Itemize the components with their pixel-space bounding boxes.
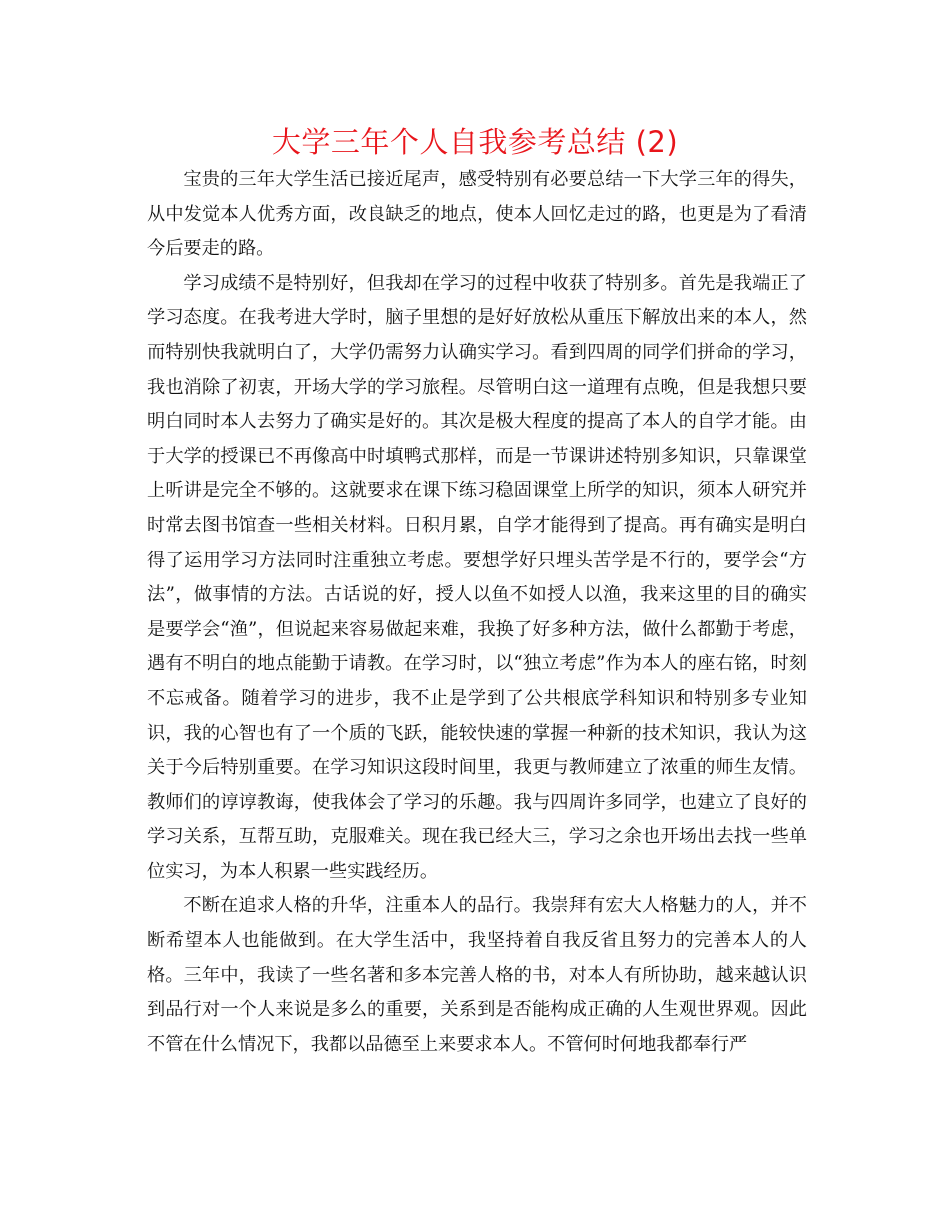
paragraph-study: 学习成绩不是特别好，但我却在学习的过程中收获了特别多。首先是我端正了学习态度。在我考进大学时，脑子里想的是好好放松从重压下解放出来的本人，然而特别快我就明白了，大学仍需努力认确实学习。看到四周的同学们拼命的学习，我也消除了初衷，开场大学的学习旅程。尽管明白这一道理有点晚，但是我想只要明白同时本人去努力了确实是好的。其次是极大程度的提高了本人的自学才能。由于大学的授课已不再像高中时填鸭式那样，而是一节课讲述特别多知识，只靠课堂上听讲是完全不够的。这就要求在课下练习稳固课堂上所学的知识，须本人研究并时常去图书馆查一些相关材料。日积月累，自学才能得到了提高。再有确实是明白得了运用学习方法同时注重独立考虑。要想学好只埋头苦学是不行的，要学会“方法”，做事情的方法。古话说的好，授人以鱼不如授人以渔，我来这里的目的确实是要学会“渔”，但说起来容易做起来难，我换了好多种方法，做什么都勤于考虑，遇有不明白的地点能勤于请教。在学习时，以“独立考虑”作为本人的座右铭，时刻不忘戒备。随着学习的进步，我不止是学到了公共根底学科知识和特别多专业知识，我的心智也有了一个质的飞跃，能较快速的掌握一种新的技术知识，我认为这关于今后特别重要。在学习知识这段时间里，我更与教师建立了浓重的师生友情。教师们的谆谆教诲，使我体会了学习的乐趣。我与四周许多同学，也建立了良好的学习关系，互帮互助，克服难关。现在我已经大三，学习之余也开场出去找一些单位实习，为本人积累一些实践经历。 bbox=[147, 272, 807, 882]
paragraph-character: 不断在追求人格的升华，注重本人的品行。我崇拜有宏大人格魅力的人，并不断希望本人也能做到。在大学生活中，我坚持着自我反省且努力的完善本人的人格。三年中，我读了一些名著和多本完善人格的书，对本人有所协助，越来越认识到品行对一个人来说是多么的重要，关系到是否能构成正确的人生观世界观。因此不管在什么情况下，我都以品德至上来要求本人。不管何时何地我都奉行严 bbox=[147, 895, 807, 1055]
paragraph-intro: 宝贵的三年大学生活已接近尾声，感受特别有必要总结一下大学三年的得失，从中发觉本人优秀方面，改良缺乏的地点，使本人回忆走过的路，也更是为了看清今后要走的路。 bbox=[147, 169, 807, 260]
document-title: 大学三年个人自我参考总结 (2) bbox=[271, 125, 679, 159]
document-body bbox=[147, 163, 807, 1062]
